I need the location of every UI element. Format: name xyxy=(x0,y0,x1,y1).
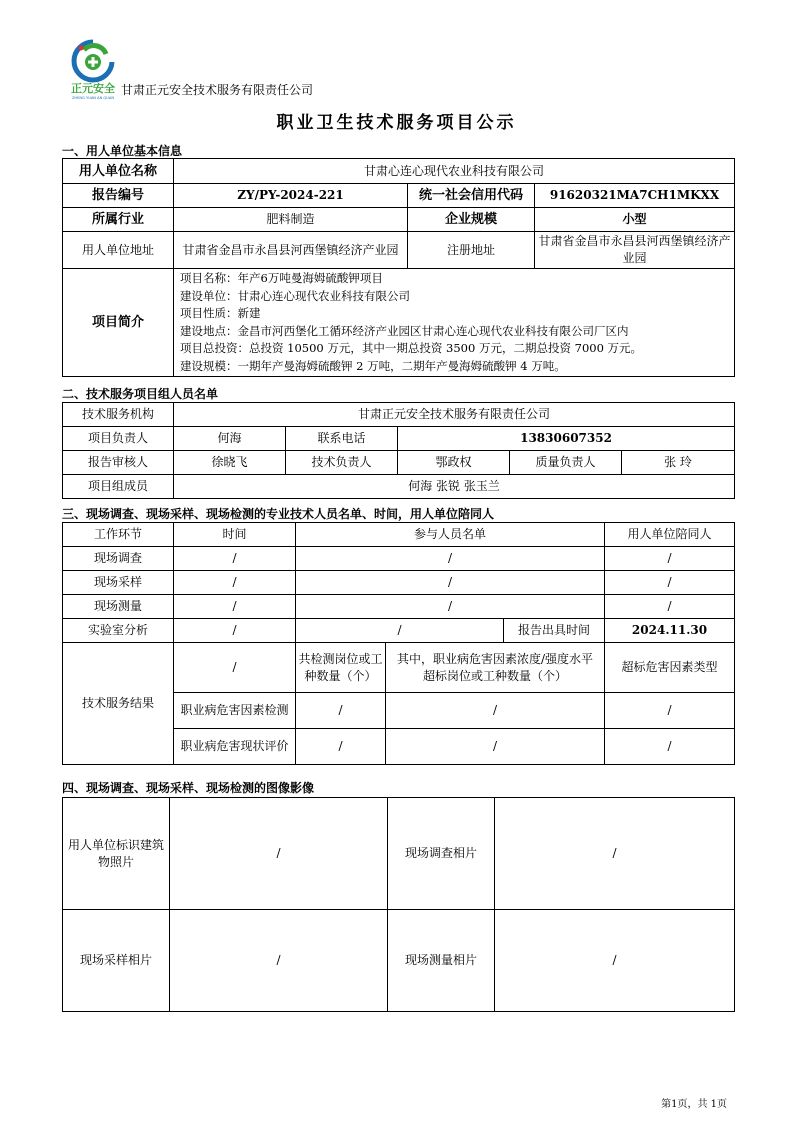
quality-label: 质量负责人 xyxy=(510,451,622,475)
intro-line: 项目性质：新建 xyxy=(180,306,261,320)
unit-name-value: 甘肃心连心现代农业科技有限公司 xyxy=(174,159,735,184)
people-cell: / xyxy=(296,547,605,571)
people-cell: / xyxy=(296,571,605,595)
credit-code-label: 统一社会信用代码 xyxy=(408,184,535,208)
industry-value: 肥料制造 xyxy=(174,208,408,232)
photo-building: / xyxy=(170,798,388,910)
col-people: 参与人员名单 xyxy=(296,523,605,547)
field-work-table xyxy=(62,522,735,765)
intro-line: 建设规模：一期年产曼海姆硫酸钾 2 万吨，二期年产曼海姆硫酸钾 4 万吨。 xyxy=(180,358,566,373)
stage-cell: 现场采样 xyxy=(63,571,174,595)
phone-value: 13830607352 xyxy=(398,427,735,451)
photo-measure: / xyxy=(495,910,735,1012)
reviewer-value: 徐晓飞 xyxy=(174,451,286,475)
result-row1-label: 职业病危害因素检测 xyxy=(174,693,296,729)
address-value: 甘肃省金昌市永昌县河西堡镇经济产业园 xyxy=(174,232,408,269)
scale-value: 小型 xyxy=(535,208,735,232)
escort-cell: / xyxy=(605,547,735,571)
credit-code-value: 91620321MA7CH1MKXX xyxy=(535,184,735,208)
members-label: 项目组成员 xyxy=(63,475,174,499)
table-row xyxy=(63,798,735,910)
team-table xyxy=(62,402,735,499)
report-no-label: 报告编号 xyxy=(63,184,174,208)
photo-label-measure: 现场测量相片 xyxy=(388,910,495,1012)
result-header-count: 共检测岗位或工种数量（个） xyxy=(296,643,386,693)
result-label: 技术服务结果 xyxy=(63,643,174,765)
intro-label: 项目简介 xyxy=(63,269,174,377)
page-title: 职业卫生技术服务项目公示 xyxy=(276,113,517,133)
section3-heading: 三、现场调查、现场采样、现场检测的专业技术人员名单、时间，用人单位陪同人 xyxy=(62,507,495,521)
reg-address-value: 甘肃省金昌市永昌县河西堡镇经济产业园 xyxy=(535,232,735,269)
stage-cell: 现场测量 xyxy=(63,595,174,619)
company-logo xyxy=(66,38,120,100)
intro-line: 建设地点：金昌市河西堡化工循环经济产业园区甘肃心连心现代农业科技有限公司厂区内 xyxy=(180,323,629,338)
table-row xyxy=(63,547,735,571)
tech-value: 鄂政权 xyxy=(398,451,510,475)
result-blank: / xyxy=(174,643,296,693)
leader-value: 何海 xyxy=(174,427,286,451)
unit-info-table xyxy=(62,158,735,377)
table-row xyxy=(63,208,735,232)
escort-cell: / xyxy=(605,571,735,595)
table-row xyxy=(63,910,735,1012)
result-row2-type: / xyxy=(605,729,735,765)
table-row xyxy=(63,619,735,643)
industry-label: 所属行业 xyxy=(63,208,174,232)
members-value: 何海 张锐 张玉兰 xyxy=(174,475,735,499)
table-row xyxy=(63,427,735,451)
table-row xyxy=(63,571,735,595)
photo-sampling: / xyxy=(170,910,388,1012)
col-time: 时间 xyxy=(174,523,296,547)
scale-label: 企业规模 xyxy=(408,208,535,232)
photo-label-building: 用人单位标识建筑物照片 xyxy=(63,798,170,910)
intro-line: 项目名称：年产6万吨曼海姆硫酸钾项目 xyxy=(180,271,383,285)
people-cell: / xyxy=(296,595,605,619)
report-no-value: ZY/PY-2024-221 xyxy=(174,184,408,208)
section2-heading: 二、技术服务项目组人员名单 xyxy=(62,387,219,401)
lab-label: 实验室分析 xyxy=(63,619,174,643)
result-row1-count: / xyxy=(296,693,386,729)
quality-value: 张 玲 xyxy=(622,451,735,475)
result-row2-label: 职业病危害现状评价 xyxy=(174,729,296,765)
svg-text:正元安全: 正元安全 xyxy=(71,82,115,95)
page-number: 第1页，共 1页 xyxy=(661,1099,727,1110)
table-row xyxy=(63,451,735,475)
result-row2-count: / xyxy=(296,729,386,765)
table-row xyxy=(63,159,735,184)
intro-line: 建设单位：甘肃心连心现代农业科技有限公司 xyxy=(180,288,410,303)
col-stage: 工作环节 xyxy=(63,523,174,547)
header-company-name: 甘肃正元安全技术服务有限责任公司 xyxy=(121,83,314,97)
time-cell: / xyxy=(174,547,296,571)
lab-time: / xyxy=(174,619,296,643)
tech-label: 技术负责人 xyxy=(286,451,398,475)
svg-text:ZHENG YUAN AN QUAN: ZHENG YUAN AN QUAN xyxy=(71,96,115,100)
section4-heading: 四、现场调查、现场采样、现场检测的图像影像 xyxy=(62,781,315,795)
time-cell: / xyxy=(174,571,296,595)
table-row xyxy=(63,643,735,693)
table-row xyxy=(63,523,735,547)
reviewer-label: 报告审核人 xyxy=(63,451,174,475)
org-value: 甘肃正元安全技术服务有限责任公司 xyxy=(174,403,735,427)
intro-content xyxy=(174,269,735,377)
photo-survey: / xyxy=(495,798,735,910)
result-row2-exceed: / xyxy=(386,729,605,765)
section1-heading: 一、用人单位基本信息 xyxy=(62,144,183,158)
phone-label: 联系电话 xyxy=(286,427,398,451)
logo-mark-icon xyxy=(66,38,120,100)
leader-label: 项目负责人 xyxy=(63,427,174,451)
photo-label-survey: 现场调查相片 xyxy=(388,798,495,910)
report-time-label: 报告出具时间 xyxy=(504,619,605,643)
table-row xyxy=(63,595,735,619)
escort-cell: / xyxy=(605,595,735,619)
table-row xyxy=(63,269,735,377)
result-row1-type: / xyxy=(605,693,735,729)
stage-cell: 现场调查 xyxy=(63,547,174,571)
col-escort: 用人单位陪同人 xyxy=(605,523,735,547)
report-time-value: 2024.11.30 xyxy=(605,619,735,643)
lab-people: / xyxy=(296,619,504,643)
table-row xyxy=(63,232,735,269)
table-row xyxy=(63,403,735,427)
org-label: 技术服务机构 xyxy=(63,403,174,427)
table-row xyxy=(63,475,735,499)
time-cell: / xyxy=(174,595,296,619)
unit-name-label: 用人单位名称 xyxy=(63,159,174,184)
result-header-type: 超标危害因素类型 xyxy=(605,643,735,693)
intro-line: 项目总投资：总投资 10500 万元，其中一期总投资 3500 万元，二期总投资 7000 万元。 xyxy=(180,341,643,355)
table-row xyxy=(63,184,735,208)
address-label: 用人单位地址 xyxy=(63,232,174,269)
result-header-exceed: 其中，职业病危害因素浓度/强度水平超标岗位或工种数量（个） xyxy=(386,643,605,693)
images-table xyxy=(62,797,735,1012)
result-row1-exceed: / xyxy=(386,693,605,729)
reg-address-label: 注册地址 xyxy=(408,232,535,269)
photo-label-sampling: 现场采样相片 xyxy=(63,910,170,1012)
